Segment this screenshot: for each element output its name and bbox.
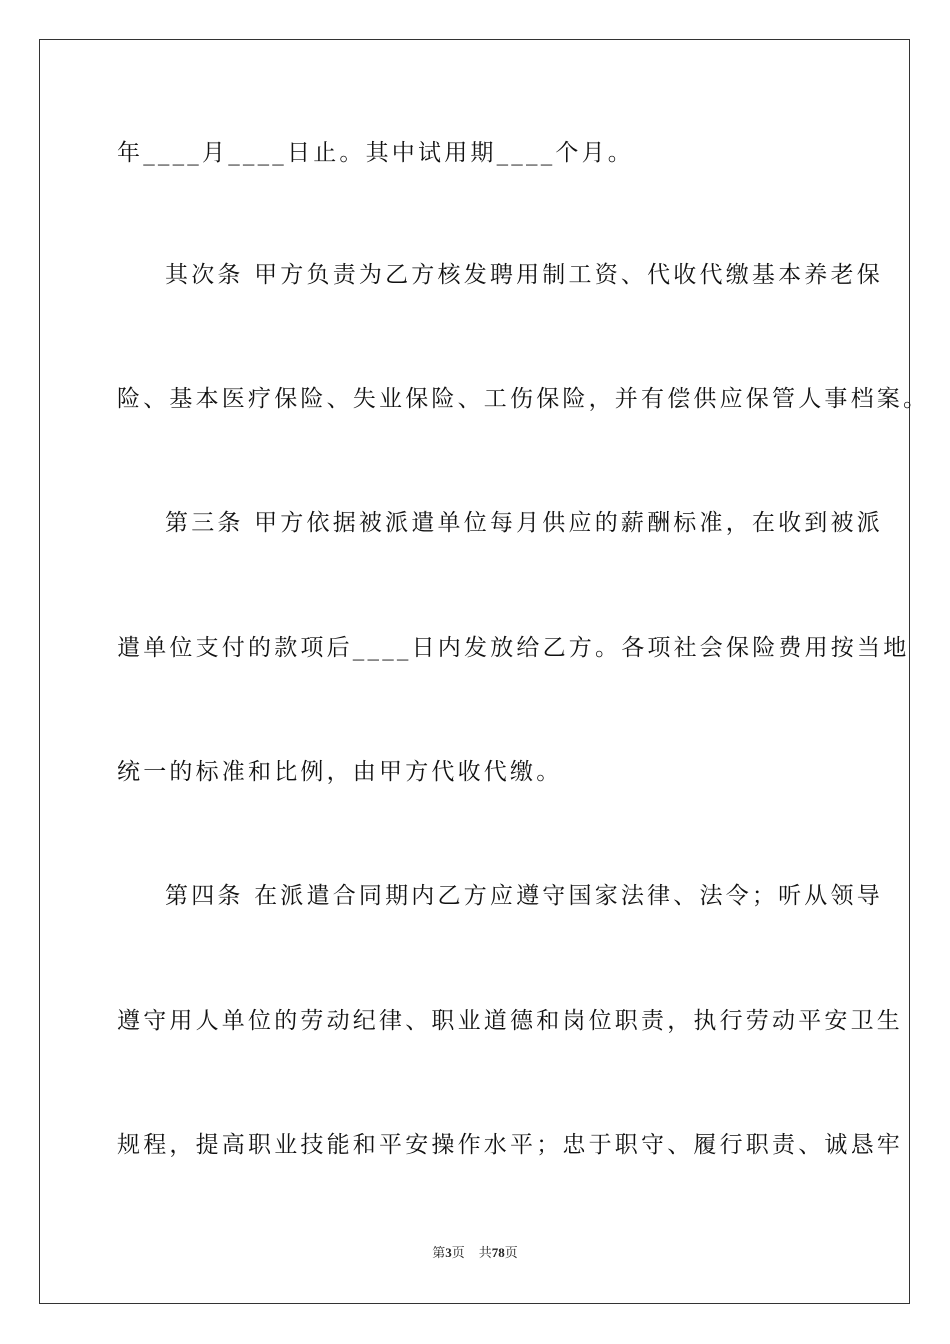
page-prefix: 第: [432, 1245, 446, 1260]
total-page-number: 78: [491, 1245, 505, 1260]
text-line-9: 规程，提高职业技能和平安操作水平；忠于职守、履行职责、诚恳牢: [117, 1132, 903, 1158]
total-suffix: 页: [504, 1245, 518, 1260]
article-4-heading-line: 第四条 在派遣合同期内乙方应遵守国家法律、法令；听从领导: [165, 883, 883, 909]
page-suffix: 页: [451, 1245, 465, 1260]
article-3-heading-line: 第三条 甲方依据被派遣单位每月供应的薪酬标准，在收到被派: [165, 510, 883, 536]
total-prefix: 共: [478, 1245, 492, 1260]
article-2-heading-line: 其次条 甲方负责为乙方核发聘用制工资、代收代缴基本养老保: [165, 262, 883, 288]
text-line-8: 遵守用人单位的劳动纪律、职业道德和岗位职责，执行劳动平安卫生: [117, 1008, 903, 1034]
page-border: [39, 39, 910, 1304]
text-line-6: 统一的标准和比例，由甲方代收代缴。: [117, 759, 563, 785]
text-line-3: 险、基本医疗保险、失业保险、工伤保险，并有偿供应保管人事档案。: [117, 386, 930, 412]
text-line-5: 遣单位支付的款项后____日内发放给乙方。各项社会保险费用按当地: [117, 635, 910, 661]
text-line-1: 年____月____日止。其中试用期____个月。: [117, 140, 634, 166]
page-footer: [0, 1245, 950, 1261]
current-page-number: 3: [445, 1245, 452, 1260]
